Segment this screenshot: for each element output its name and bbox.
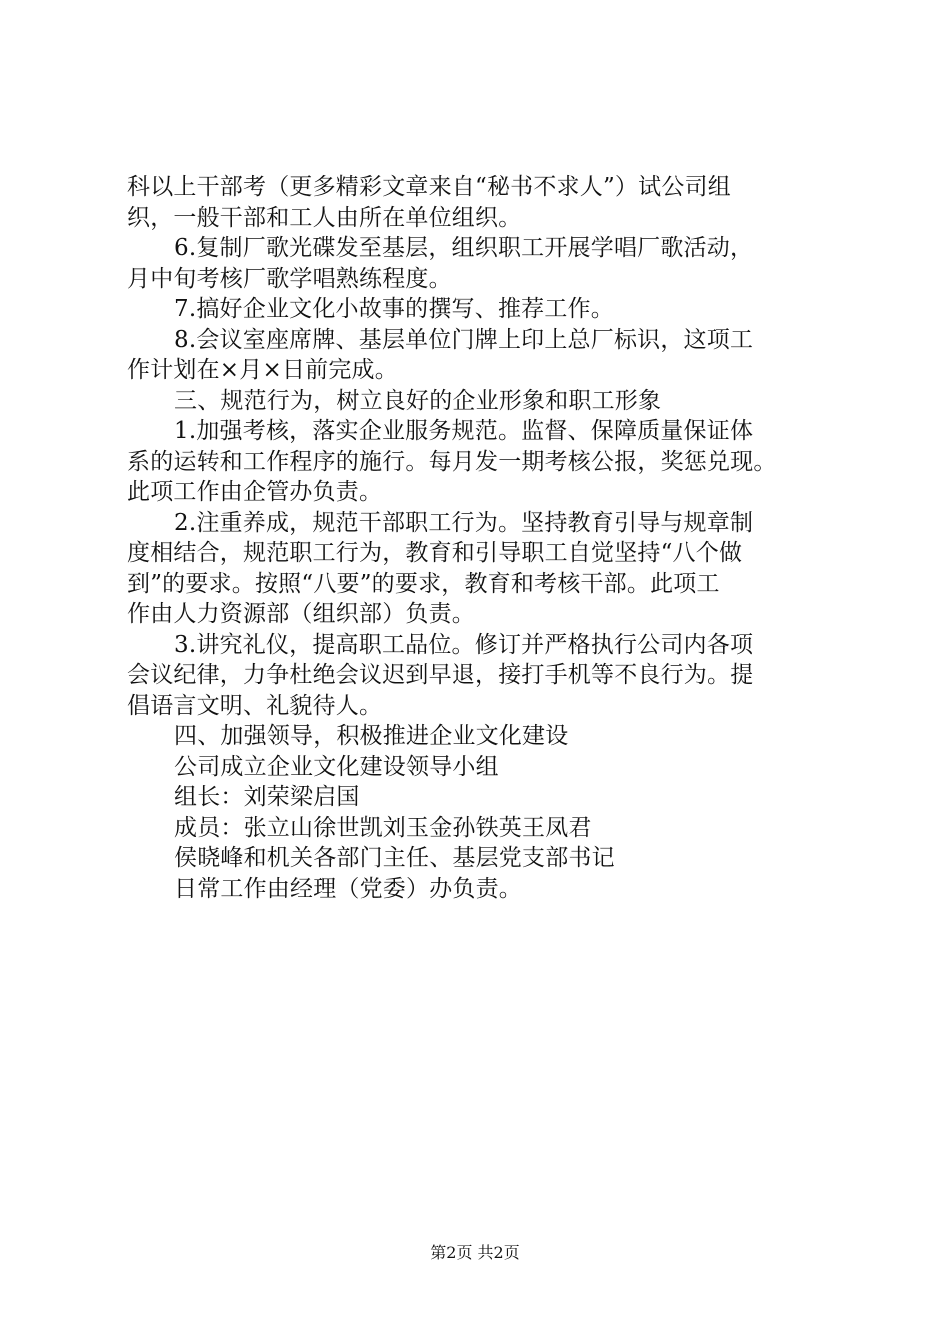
text-line: 成员：张立山徐世凯刘玉金孙铁英王凤君 (174, 814, 592, 841)
text-line: 系的运转和工作程序的施行。每月发一期考核公报，奖惩兑现。 (127, 448, 777, 475)
section-heading: 三、规范行为，树立良好的企业形象和职工形象 (174, 387, 662, 414)
text-line: 日常工作由经理（党委）办负责。 (174, 875, 522, 902)
text-line: 2.注重养成，规范干部职工行为。坚持教育引导与规章制 (174, 509, 754, 536)
text-line: 6.复制厂歌光碟发至基层，组织职工开展学唱厂歌活动， (174, 235, 754, 261)
text-line: 度相结合，规范职工行为，教育和引导职工自觉坚持“八个做 (127, 540, 743, 566)
text-line: 公司成立企业文化建设领导小组 (174, 753, 499, 780)
text-line: 作计划在×月×日前完成。 (127, 357, 398, 383)
text-line: 组长：刘荣梁启国 (174, 784, 360, 810)
text-line: 织，一般干部和工人由所在单位组织。 (127, 204, 522, 231)
text-line: 此项工作由企管办负责。 (127, 479, 383, 505)
text-line: 8.会议室座席牌、基层单位门牌上印上总厂标识，这项工 (174, 326, 754, 353)
page-number-indicator: 第2页 共2页 (430, 1243, 520, 1262)
text-line: 3.讲究礼仪，提高职工品位。修订并严格执行公司内各项 (174, 631, 754, 658)
page-footer (0, 1243, 950, 1263)
text-line: 到”的要求。按照“八要”的要求，教育和考核干部。此项工 (127, 570, 720, 597)
document-body (127, 172, 837, 904)
text-line: 作由人力资源部（组织部）负责。 (127, 601, 475, 627)
text-line: 会议纪律，力争杜绝会议迟到早退，接打手机等不良行为。提 (127, 662, 754, 688)
text-line: 1.加强考核，落实企业服务规范。监督、保障质量保证体 (174, 418, 754, 444)
section-heading: 四、加强领导，积极推进企业文化建设 (174, 723, 569, 749)
text-line: 月中旬考核厂歌学唱熟练程度。 (127, 265, 452, 292)
text-line: 7.搞好企业文化小故事的撰写、推荐工作。 (174, 296, 614, 322)
text-line: 倡语言文明、礼貌待人。 (127, 692, 383, 719)
text-line: 侯晓峰和机关各部门主任、基层党支部书记 (174, 845, 615, 871)
text-line: 科以上干部考（更多精彩文章来自“秘书不求人”）试公司组 (127, 174, 731, 200)
